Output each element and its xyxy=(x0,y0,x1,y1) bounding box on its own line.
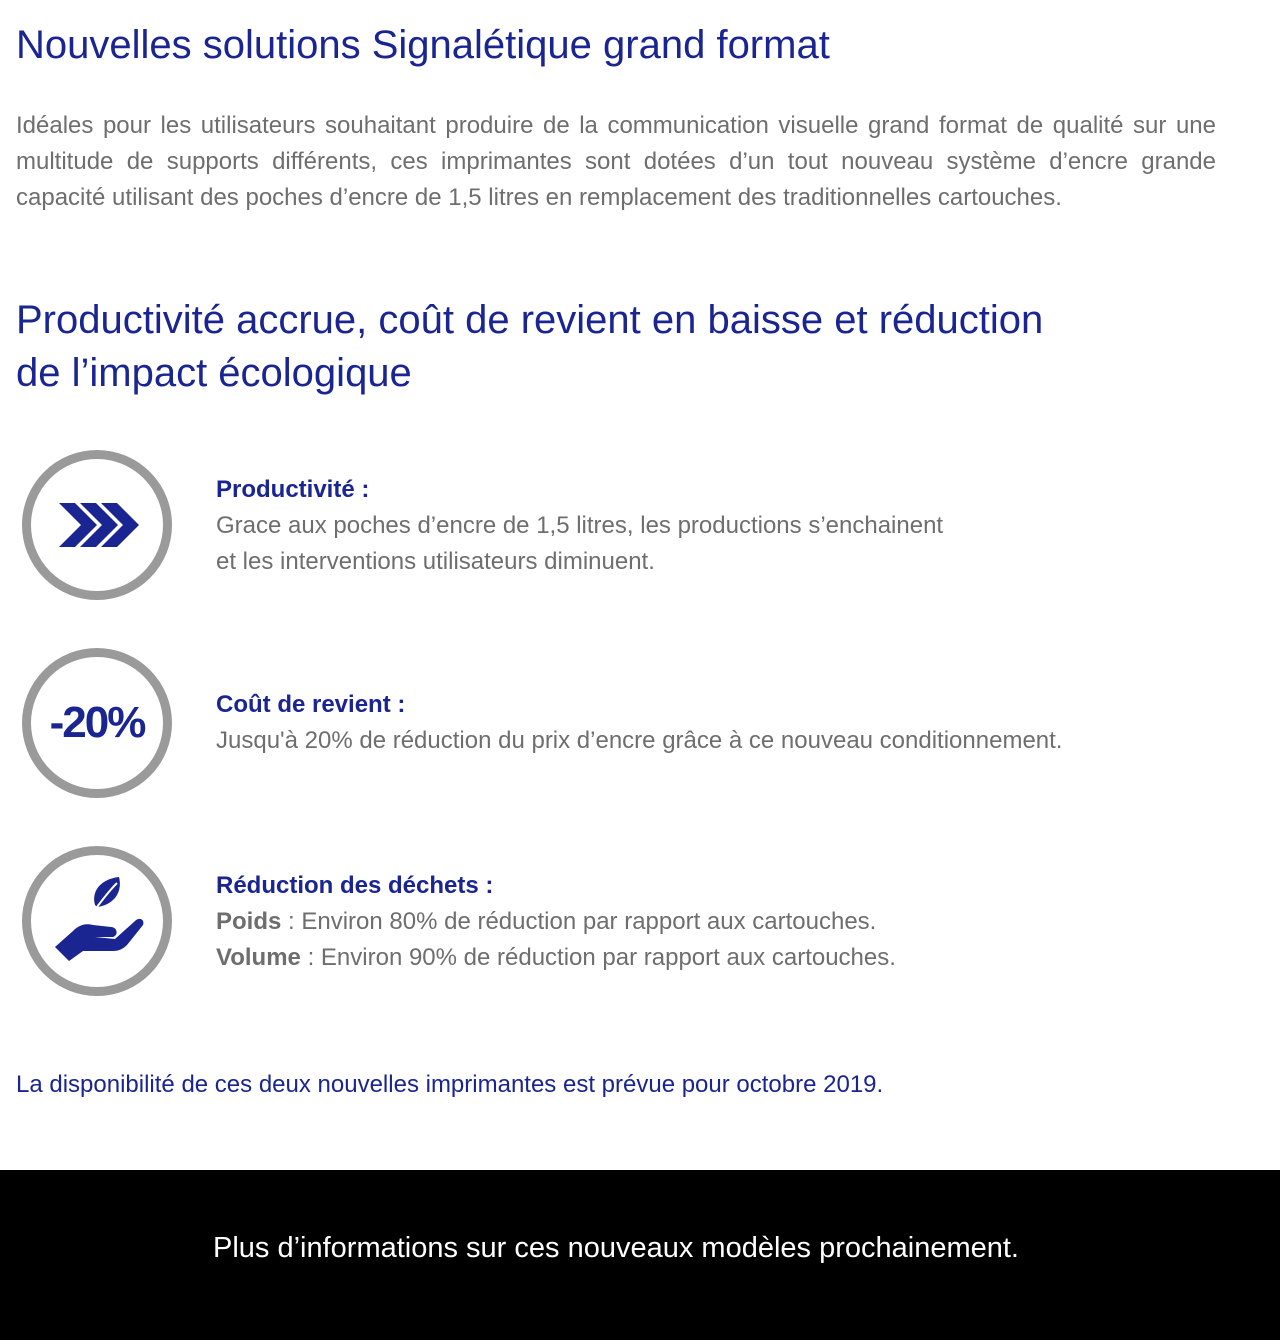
section-subtitle xyxy=(16,294,1216,400)
volume-text: : Environ 90% de réduction par rapport aux cartouches. xyxy=(300,944,896,971)
productivity-line-1: Grace aux poches d’encre de 1,5 litres, les productions s’enchainent xyxy=(216,512,944,539)
fast-forward-chevrons-icon xyxy=(31,459,163,591)
waste-title: Réduction des déchets : xyxy=(216,872,494,899)
cost-reduction-badge: -20% xyxy=(49,698,145,747)
cost-line-1: Jusqu'à 20% de réduction du prix d’encre grâce à ce nouveau conditionnement. xyxy=(216,727,1063,754)
feature-productivity xyxy=(0,450,1280,600)
intro-paragraph: Idéales pour les utilisateurs souhaitant produire de la communication visuelle grand format de qualité sur une multitude de supports différents, ces imprimantes sont dotées d’un tout nouveau système d’encre grande capacité utilisant des poches d’encre de 1,5 litres en remplacement des traditionnelles cartouches. xyxy=(16,112,1216,211)
feature-waste-reduction xyxy=(0,846,1280,996)
subtitle-line-1: Productivité accrue, coût de revient en baisse et réduction xyxy=(16,298,1044,342)
waste-badge-circle xyxy=(22,846,172,996)
subtitle-line-2: de l’impact écologique xyxy=(16,351,412,395)
productivity-text xyxy=(216,472,1266,580)
productivity-title: Productivité : xyxy=(216,476,370,503)
page-title: Nouvelles solutions Signalétique grand format xyxy=(16,23,830,67)
productivity-badge-circle xyxy=(22,450,172,600)
hand-leaf-icon xyxy=(31,855,163,987)
waste-volume-line xyxy=(216,940,1266,976)
footer-banner xyxy=(0,1170,1280,1340)
weight-label: Poids xyxy=(216,908,282,935)
cost-text xyxy=(216,687,1266,759)
waste-weight-line xyxy=(216,904,1266,940)
productivity-line-2: et les interventions utilisateurs diminuent. xyxy=(216,548,655,575)
feature-cost xyxy=(0,648,1280,798)
availability-note: La disponibilité de ces deux nouvelles imprimantes est prévue pour octobre 2019. xyxy=(16,1071,884,1098)
cost-title: Coût de revient : xyxy=(216,691,406,718)
footer-text: Plus d’informations sur ces nouveaux modèles prochainement. xyxy=(213,1232,1019,1264)
volume-label: Volume xyxy=(216,944,301,971)
waste-text xyxy=(216,868,1266,976)
weight-text: : Environ 80% de réduction par rapport aux cartouches. xyxy=(281,908,877,935)
cost-badge-circle xyxy=(22,648,172,798)
